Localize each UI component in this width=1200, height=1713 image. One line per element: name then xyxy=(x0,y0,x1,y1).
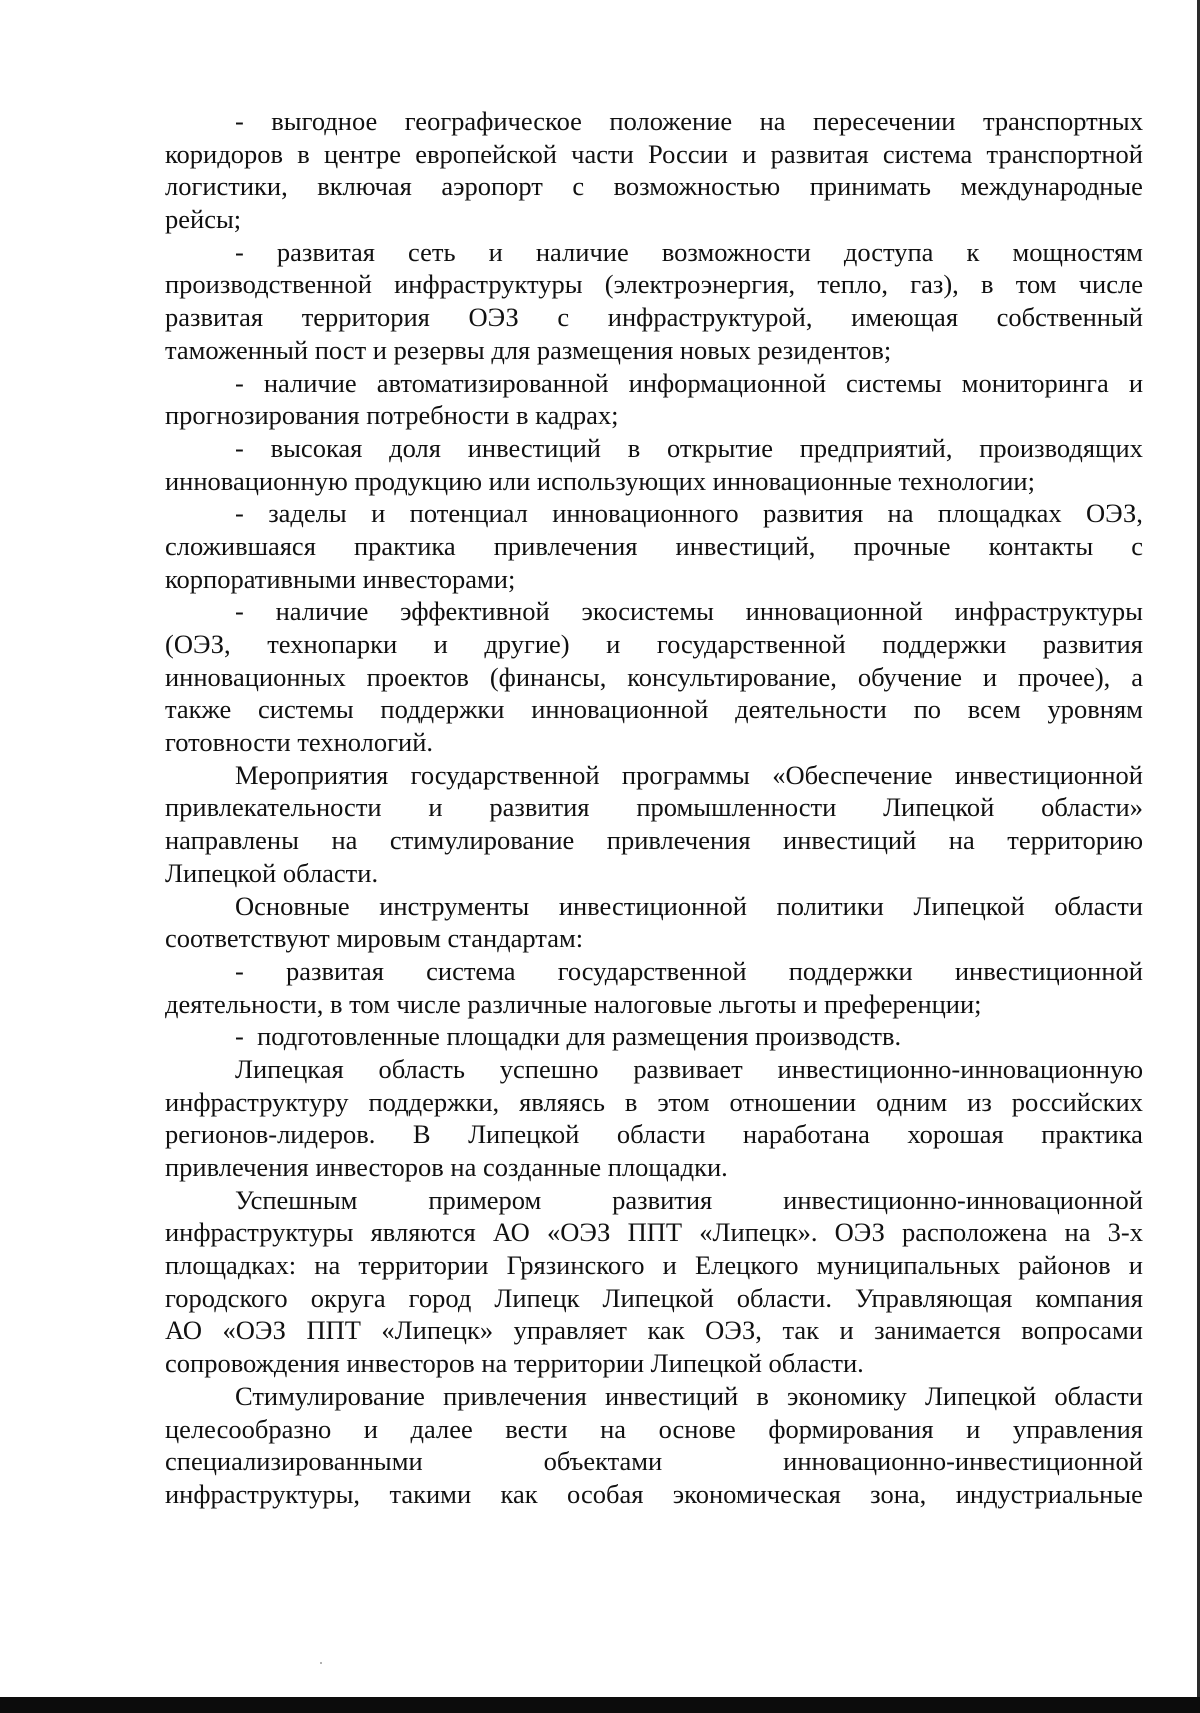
word: том xyxy=(1015,269,1057,300)
word: Управляющая xyxy=(855,1282,1013,1313)
word: промышленности xyxy=(636,792,837,823)
word: прочее), xyxy=(1018,661,1111,692)
word: аэропорт xyxy=(441,171,543,202)
word: развивает xyxy=(633,1053,743,1084)
word: так xyxy=(782,1315,819,1346)
word: успешно xyxy=(499,1053,599,1084)
word: тепло, xyxy=(817,269,889,300)
word: хорошая xyxy=(907,1119,1004,1150)
word: в xyxy=(297,138,310,169)
word: газ), xyxy=(910,269,959,300)
word: программы xyxy=(621,759,750,790)
word: включая xyxy=(317,171,412,202)
text-line xyxy=(165,857,1143,890)
word: рейсы; xyxy=(165,204,242,235)
word: инновационную продукцию или использующих инновационные технологии; xyxy=(165,465,1035,496)
text-line xyxy=(165,1445,1143,1478)
word: - xyxy=(235,955,244,986)
text-line xyxy=(165,1151,1143,1184)
word: системы xyxy=(846,367,942,398)
word: на xyxy=(759,106,786,136)
word: и xyxy=(606,629,621,659)
word: «ОЭЗ xyxy=(222,1315,286,1346)
text-line xyxy=(165,693,1143,726)
word: всем xyxy=(967,694,1021,725)
word: а xyxy=(1131,661,1143,692)
word: Основные xyxy=(235,890,350,921)
word: эффективной xyxy=(400,596,550,627)
word: деятельности xyxy=(735,694,887,725)
text-line xyxy=(165,367,1143,400)
word: государственной xyxy=(410,759,600,790)
word: экономику xyxy=(787,1380,907,1411)
word: транспортных xyxy=(982,106,1143,136)
word: инвестиционной xyxy=(558,890,747,921)
word: и xyxy=(742,138,757,169)
word: этом xyxy=(657,1086,710,1117)
text-line xyxy=(165,791,1143,824)
text-line xyxy=(165,1216,1143,1249)
word: инвестиционно-инновационной xyxy=(783,1184,1143,1215)
word: логистики, xyxy=(165,171,288,202)
word: привлечения xyxy=(493,530,638,561)
word: Мероприятия xyxy=(235,759,389,790)
word: и xyxy=(839,1315,854,1346)
text-line xyxy=(165,1249,1143,1282)
text-line xyxy=(165,1282,1143,1315)
word: привлечения инвесторов на созданные площадки. xyxy=(165,1152,728,1182)
word: Липецкой xyxy=(602,1282,714,1313)
word: (финансы, xyxy=(489,661,607,692)
word: являясь xyxy=(519,1086,605,1117)
word: территории xyxy=(358,1250,489,1281)
text-line xyxy=(165,1053,1143,1086)
word: и xyxy=(662,1250,677,1281)
text-line xyxy=(165,595,1143,628)
word: транспортной xyxy=(986,138,1143,169)
text-line xyxy=(165,1314,1143,1347)
word: контакты xyxy=(988,530,1094,561)
word: занимается xyxy=(874,1315,1001,1346)
word: России xyxy=(648,138,728,169)
text-line xyxy=(165,105,1143,138)
word: мощностям xyxy=(1012,236,1143,267)
word: возможности xyxy=(661,236,811,267)
word: в xyxy=(756,1380,769,1411)
word: развитая xyxy=(165,302,264,333)
word: заделы xyxy=(268,498,347,529)
word: (ОЭЗ, xyxy=(165,629,231,659)
word: развития xyxy=(763,498,864,529)
word: специализированными xyxy=(165,1446,423,1477)
word: «Липецк» xyxy=(381,1315,494,1346)
word: инфраструктуры xyxy=(394,269,583,300)
word: округа xyxy=(310,1282,386,1313)
word: ОЭЗ, xyxy=(705,1315,762,1346)
word: инновационной xyxy=(531,694,709,725)
word: Липецкой области. xyxy=(165,857,379,888)
word: АО xyxy=(492,1217,530,1248)
word: на xyxy=(948,825,975,856)
word: и xyxy=(488,236,503,267)
word: Липецкой xyxy=(924,1380,1037,1411)
word: инвестиционной xyxy=(954,759,1143,790)
word: имеющая xyxy=(851,302,959,333)
text-line xyxy=(165,432,1143,465)
word: в xyxy=(624,1086,638,1117)
word: политики xyxy=(776,890,884,921)
word: направлены xyxy=(165,825,299,856)
word: на xyxy=(887,498,914,529)
word: и xyxy=(428,792,443,823)
word: на xyxy=(331,825,358,856)
word: инвестиций xyxy=(783,825,917,856)
word: с xyxy=(572,171,585,202)
word: развития xyxy=(489,792,590,823)
word: консультирование, xyxy=(627,661,837,692)
word: Липецкой xyxy=(883,792,995,823)
text-line xyxy=(165,1413,1143,1446)
word: производственной xyxy=(165,269,372,300)
word: коридоров xyxy=(165,138,283,169)
text-line xyxy=(165,399,1143,432)
word: сеть xyxy=(408,236,456,267)
word: система xyxy=(882,138,973,169)
word: автоматизированной xyxy=(376,367,609,398)
word: наличие xyxy=(263,367,357,398)
word: развитая xyxy=(770,138,869,169)
text-line xyxy=(165,759,1143,792)
word: сложившаяся xyxy=(165,530,316,561)
word: область xyxy=(378,1053,465,1084)
word: области» xyxy=(1041,792,1143,823)
text-line xyxy=(165,824,1143,857)
word: привлечения xyxy=(443,1380,587,1411)
word: управляет xyxy=(513,1315,627,1346)
word: инвестиций xyxy=(467,432,601,463)
word: городского xyxy=(165,1282,288,1313)
word: Липецкой xyxy=(913,890,1025,921)
word: информационной xyxy=(628,367,827,398)
word: потенциал xyxy=(409,498,528,529)
word: государственной xyxy=(656,629,846,659)
word: примером xyxy=(428,1184,542,1215)
word: деятельности, в том числе различные налоговые льготы и преференции; xyxy=(165,988,982,1019)
word: управления xyxy=(1012,1413,1143,1444)
word: в xyxy=(627,432,641,463)
text-line xyxy=(165,988,1143,1021)
word: положение xyxy=(609,106,733,136)
word: - xyxy=(235,498,244,529)
word: области. xyxy=(736,1282,832,1313)
word: инновационно-инвестиционной xyxy=(783,1446,1143,1477)
word: центре xyxy=(323,138,402,169)
text-line xyxy=(165,726,1143,759)
word: инфраструктуры xyxy=(954,596,1143,627)
word: особая xyxy=(567,1478,644,1509)
word: практика xyxy=(353,530,456,561)
word: на xyxy=(1064,1217,1091,1248)
word: в xyxy=(981,269,994,300)
word: вопросами xyxy=(1021,1315,1143,1346)
word: инвестиционной xyxy=(954,955,1143,986)
word: инновационного xyxy=(552,498,739,529)
word: «ОЭЗ xyxy=(546,1217,611,1248)
word: проектов xyxy=(366,661,469,692)
text-line xyxy=(165,138,1143,171)
text-line xyxy=(165,1020,1143,1053)
text-line xyxy=(165,1118,1143,1151)
word: В xyxy=(412,1119,431,1150)
word: ППТ xyxy=(627,1217,683,1248)
word: - подготовленные площадки для размещения производств. xyxy=(235,1021,902,1052)
word: доступа xyxy=(843,236,934,267)
text-line xyxy=(165,1086,1143,1119)
word: открытие xyxy=(667,432,773,463)
word: наличие xyxy=(535,236,629,267)
word: к xyxy=(966,236,980,267)
word: прочные xyxy=(853,530,951,561)
word: стимулирование xyxy=(389,825,575,856)
word: высокая xyxy=(270,432,363,463)
text-line xyxy=(165,922,1143,955)
word: числе xyxy=(1078,269,1143,300)
text-line xyxy=(165,628,1143,661)
word: ОЭЗ xyxy=(468,302,519,333)
text-line xyxy=(165,1380,1143,1413)
text-line xyxy=(165,955,1143,988)
word: город xyxy=(408,1282,472,1313)
word: географическое xyxy=(404,106,582,136)
word: ППТ xyxy=(306,1315,361,1346)
word: инструменты xyxy=(379,890,530,921)
word: экономическая xyxy=(672,1478,841,1509)
word: поддержки, xyxy=(368,1086,500,1117)
word: Успешным xyxy=(235,1184,358,1215)
word: расположена xyxy=(902,1217,1048,1248)
word: развитая xyxy=(285,955,384,986)
word: поддержки xyxy=(380,694,505,725)
word: практика xyxy=(1041,1119,1143,1150)
text-line xyxy=(165,301,1143,334)
word: также xyxy=(165,694,232,725)
word: - xyxy=(235,596,244,627)
word: и xyxy=(433,629,448,659)
word: инфраструктуры, xyxy=(165,1478,361,1509)
word: с xyxy=(557,302,570,333)
text-line xyxy=(165,497,1143,530)
word: таможенный пост и резервы для размещения новых резидентов; xyxy=(165,334,892,365)
word: «Обеспечение xyxy=(772,759,933,790)
word: 3-х xyxy=(1107,1217,1143,1248)
word: и xyxy=(1128,1250,1143,1281)
word: - xyxy=(235,106,244,136)
word: из xyxy=(967,1086,992,1117)
word: развития xyxy=(612,1184,713,1215)
text-line xyxy=(165,203,1143,236)
word: европейской xyxy=(415,138,557,169)
word: собственный xyxy=(996,302,1143,333)
scan-bottom-border xyxy=(0,1697,1200,1713)
word: инфраструктурой, xyxy=(607,302,813,333)
word: международные xyxy=(960,171,1143,202)
word: площадках: xyxy=(165,1250,297,1281)
word: и xyxy=(1128,367,1143,398)
word: соответствуют мировым стандартам: xyxy=(165,923,584,954)
word: на xyxy=(600,1413,627,1444)
word: инфраструктуры xyxy=(165,1217,354,1248)
word: обучение xyxy=(857,661,963,692)
word: районов xyxy=(1018,1250,1111,1281)
word: государственной xyxy=(557,955,747,986)
word: мониторинга xyxy=(961,367,1109,398)
word: «Липецк». xyxy=(699,1217,818,1248)
text-line xyxy=(165,236,1143,269)
word: основе xyxy=(658,1413,736,1444)
word: одним xyxy=(876,1086,948,1117)
word: системы xyxy=(258,694,354,725)
word: экосистемы xyxy=(581,596,714,627)
word: территория xyxy=(301,302,430,333)
word: Елецкого xyxy=(694,1250,799,1281)
word: площадках xyxy=(937,498,1062,529)
word: Стимулирование xyxy=(235,1380,425,1411)
word: выгодное xyxy=(271,106,378,136)
word: зона, xyxy=(870,1478,927,1509)
word: производящих xyxy=(979,432,1143,463)
text-line xyxy=(165,170,1143,203)
word: уровням xyxy=(1047,694,1143,725)
word: доля xyxy=(389,432,441,463)
word: наработана xyxy=(742,1119,870,1150)
word: и xyxy=(982,661,998,692)
word: поддержки xyxy=(788,955,913,986)
text-line xyxy=(165,563,1143,596)
word: привлекательности xyxy=(165,792,382,823)
word: на xyxy=(314,1250,341,1281)
word: Липецк xyxy=(494,1282,580,1313)
word: такими xyxy=(389,1478,472,1509)
word: привлечения xyxy=(606,825,751,856)
word: формирования xyxy=(768,1413,934,1444)
word: вести xyxy=(505,1413,568,1444)
word: по xyxy=(913,694,942,725)
text-line xyxy=(165,1478,1143,1511)
word: области xyxy=(1054,890,1143,921)
word: сопровождения инвесторов на территории Липецкой области. xyxy=(165,1348,864,1379)
word: отношении xyxy=(729,1086,857,1117)
word: регионов-лидеров. xyxy=(165,1119,376,1150)
text-line xyxy=(165,268,1143,301)
word: индустриальные xyxy=(955,1478,1143,1509)
word: - xyxy=(235,367,244,398)
word: Липецкой xyxy=(468,1119,580,1150)
word: части xyxy=(571,138,634,169)
word: ОЭЗ, xyxy=(1086,498,1143,529)
word: являются xyxy=(370,1217,476,1248)
text-line xyxy=(165,334,1143,367)
text-line xyxy=(165,890,1143,923)
word: корпоративными инвесторами; xyxy=(165,563,516,594)
word: российских xyxy=(1011,1086,1143,1117)
word: территорию xyxy=(1007,825,1143,856)
word: инвестиционно-инновационную xyxy=(777,1053,1143,1084)
word: система xyxy=(426,955,516,986)
word: - xyxy=(235,236,244,267)
word: инновационной xyxy=(745,596,923,627)
word: далее xyxy=(410,1413,473,1444)
text-line xyxy=(165,1184,1143,1217)
word: объектами xyxy=(543,1446,663,1477)
word: области xyxy=(1054,1380,1143,1411)
word: инвестиций, xyxy=(675,530,816,561)
text-line xyxy=(165,465,1143,498)
document-body xyxy=(165,105,1143,1511)
word: пересечении xyxy=(813,106,956,136)
word: поддержки xyxy=(882,629,1007,659)
word: инвестиций xyxy=(604,1380,739,1411)
word: и xyxy=(363,1413,378,1444)
word: ОЭЗ xyxy=(834,1217,885,1248)
word: с xyxy=(1131,530,1143,561)
word: инфраструктуру xyxy=(165,1086,349,1117)
word: и xyxy=(966,1413,981,1444)
text-line xyxy=(165,530,1143,563)
word: - xyxy=(235,432,244,463)
word: развитая xyxy=(276,236,375,267)
word: муниципальных xyxy=(816,1250,1001,1281)
word: как xyxy=(500,1478,538,1509)
word: области xyxy=(616,1119,706,1150)
text-line xyxy=(165,1347,1143,1380)
word: Грязинского xyxy=(506,1250,645,1281)
word: технопарки xyxy=(267,629,398,659)
word: принимать xyxy=(809,171,931,202)
word: наличие xyxy=(275,596,369,627)
word: целесообразно xyxy=(165,1413,332,1444)
word: предприятий, xyxy=(799,432,953,463)
word: возможностью xyxy=(613,171,781,202)
word: инновационных xyxy=(165,661,346,692)
word: другие) xyxy=(484,629,570,659)
word: Липецкая xyxy=(235,1053,344,1084)
word: и xyxy=(371,498,386,529)
word: (электроэнергия, xyxy=(604,269,796,300)
scan-speck xyxy=(320,1662,322,1664)
word: прогнозирования потребности в кадрах; xyxy=(165,400,619,431)
word: компания xyxy=(1035,1282,1143,1313)
word: развития xyxy=(1042,629,1143,659)
word: АО xyxy=(165,1315,202,1346)
text-line xyxy=(165,661,1143,694)
word: как xyxy=(647,1315,685,1346)
word: готовности технологий. xyxy=(165,727,434,758)
